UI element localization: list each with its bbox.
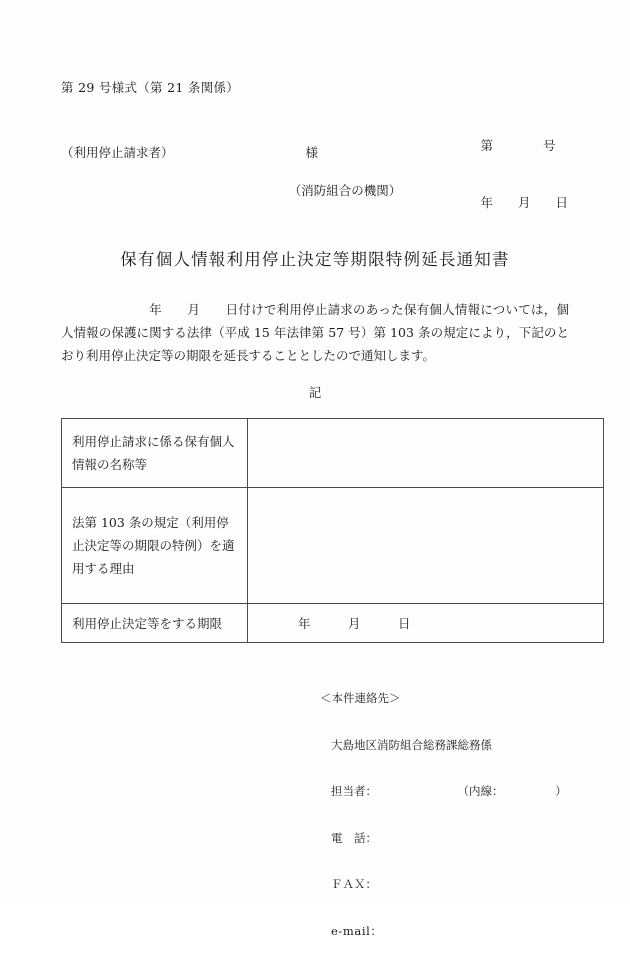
ki-marker: 記 — [308, 385, 322, 400]
table-row — [62, 488, 604, 604]
table-row — [62, 419, 604, 488]
contact-phone: 電 話： — [331, 830, 377, 845]
notification-table — [61, 418, 604, 643]
table-row — [62, 604, 604, 643]
body-paragraph-text: 年 月 日付けで利用停止請求のあった保有個人情報については，個人情報の保護に関する法律（平成 15 年法律第 57 号）第 103 条の規定により，下記のとおり利用停止決定等の期限を延長することとしたので通知します。 — [61, 302, 569, 363]
row-label-information-name: 利用停止請求に係る保有個人情報の名称等 — [62, 419, 248, 488]
document-number-line: 第 号 — [480, 138, 556, 153]
row-value-information-name[interactable] — [248, 419, 604, 488]
contact-heading: ＜本件連絡先＞ — [320, 691, 401, 705]
contact-person: 担当者： （内線： ） — [331, 784, 567, 798]
contact-fax: ＦＡＸ： — [331, 877, 377, 891]
document-date-line: 年 月 日 — [480, 195, 568, 210]
deadline-date-blank: 年 月 日 — [298, 615, 411, 631]
form-number: 第 29 号様式（第 21 条関係） — [61, 80, 240, 95]
row-label-deadline: 利用停止決定等をする期限 — [62, 604, 248, 643]
addressee-label: （利用停止請求者） — [61, 145, 174, 160]
row-value-deadline[interactable] — [248, 604, 604, 643]
row-value-reason[interactable] — [248, 488, 604, 604]
row-label-reason: 法第 103 条の規定（利用停止決定等の期限の特例）を適用する理由 — [62, 488, 248, 604]
page-title: 保有個人情報利用停止決定等期限特例延長通知書 — [120, 250, 510, 269]
contact-email: e-mail： — [331, 923, 383, 938]
document-number-date-block — [480, 98, 568, 250]
addressee-row — [61, 143, 569, 161]
addressee-honorific: 様 — [305, 145, 319, 160]
contact-block — [320, 660, 567, 970]
contact-organization: 大島地区消防組合総務課総務係 — [331, 737, 492, 752]
issuer-authority: （消防組合の機関） — [288, 183, 402, 198]
body-paragraph — [61, 298, 569, 367]
